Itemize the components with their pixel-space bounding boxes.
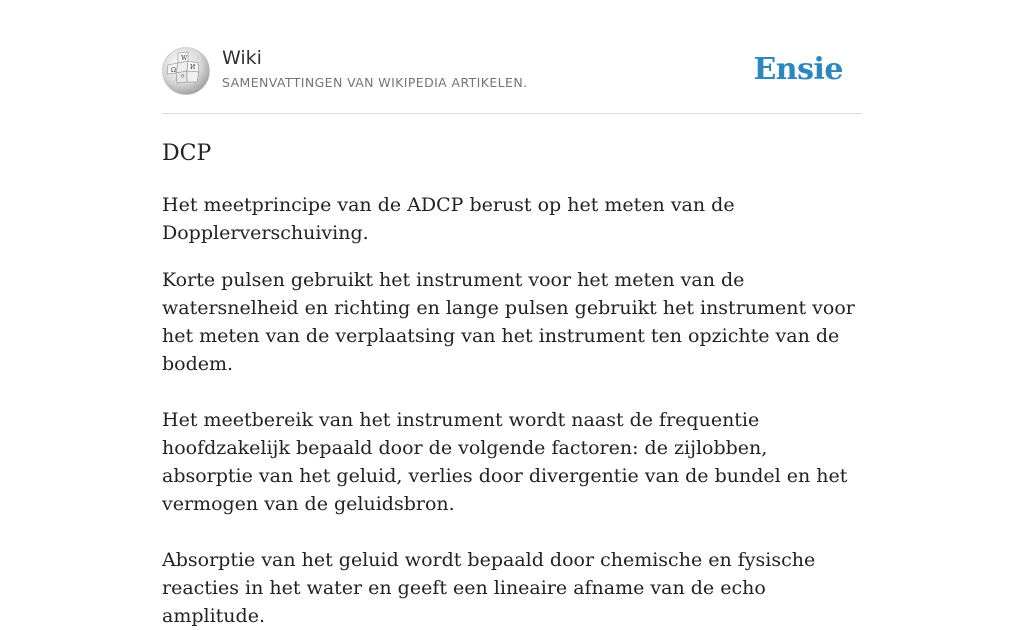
brand-logo[interactable]: Ensie xyxy=(753,52,843,87)
article-title: DCP xyxy=(162,141,212,166)
site-tagline: SAMENVATTINGEN VAN WIKIPEDIA ARTIKELEN. xyxy=(222,75,528,90)
svg-text:И: И xyxy=(190,64,196,71)
article-paragraph: Het meetprincipe van de ADCP berust op het meten van de Dopplerverschuiving. xyxy=(162,194,735,244)
wikipedia-globe-icon[interactable] xyxy=(162,47,210,95)
site-title[interactable]: Wiki xyxy=(222,47,262,69)
svg-text:Ω: Ω xyxy=(171,67,176,74)
site-header xyxy=(162,0,862,114)
svg-text:ウ: ウ xyxy=(180,74,186,80)
page xyxy=(162,0,862,630)
svg-text:W: W xyxy=(181,55,188,62)
article-paragraph: Korte pulsen gebruikt het instrument voor het meten van de watersnelheid en richting en lange pulsen gebruikt het instrument voor het meten van de verplaatsing van het instrument ten opzichte van de bodem. Het meetbereik van het instrument wordt naast de frequentie hoofdzakelijk bepaald door de volgende factoren: de zijlobben, absorptie van het geluid, verlies door divergentie van de bundel en het vermogen van de geluidsbron. Absorptie van het geluid wordt bepaald door chemische en fysische reacties in het water en geeft een lineaire afname van de echo amplitude. xyxy=(162,269,855,627)
